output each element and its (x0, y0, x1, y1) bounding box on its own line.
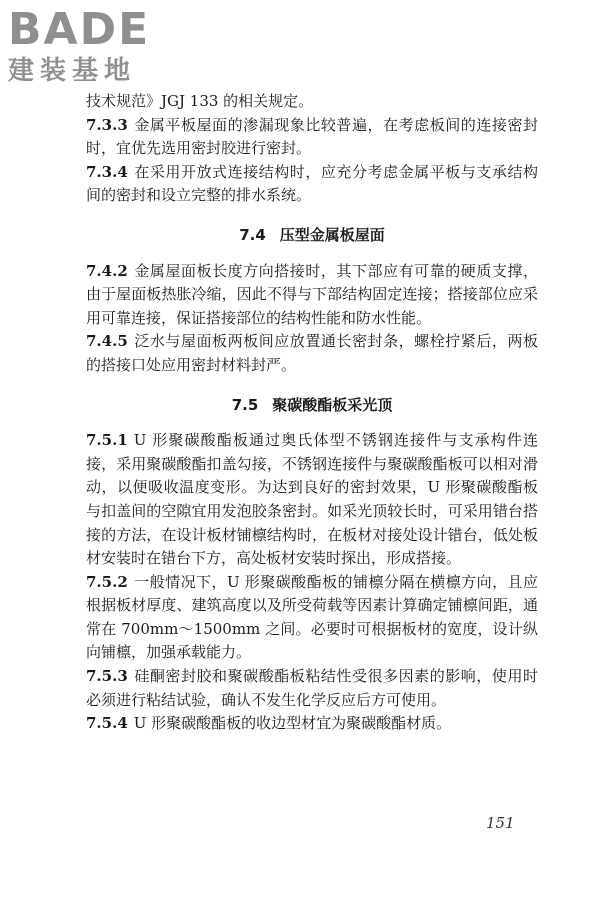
page-number: 151 (486, 814, 515, 832)
clause-7-3-4 (86, 161, 538, 208)
section-title-text: 聚碳酸酯板采光顶 (272, 395, 393, 414)
clause-number: 7.3.4 (86, 162, 128, 181)
section-title-text: 压型金属板屋面 (279, 225, 385, 244)
paragraph-continuation (86, 90, 538, 114)
section-heading-7-4 (86, 224, 538, 248)
clause-7-4-2 (86, 260, 538, 331)
watermark-brand-cn: 建装基地 (8, 56, 137, 86)
section-number: 7.5 (231, 395, 259, 414)
clause-number: 7.5.1 (86, 431, 128, 450)
watermark-brand-en: BADE (8, 4, 151, 55)
clause-number: 7.5.2 (86, 572, 128, 591)
clause-number: 7.4.2 (86, 261, 128, 280)
clause-7-5-3 (86, 665, 538, 712)
clause-number: 7.4.5 (86, 332, 128, 351)
clause-number: 7.3.3 (86, 115, 128, 134)
clause-text: 一般情况下，U 形聚碳酸酯板的铺檩分隔在横檩方向，且应根据板材厚度、建筑高度以及所受荷载等因素计算确定铺檩间距，通常在 700mm～1500mm 之间。必要时可根据板材的宽度，设计纵向铺檩，加强承载能力。 (86, 572, 538, 662)
clause-7-5-2 (86, 571, 538, 665)
section-heading-7-5 (86, 394, 538, 418)
clause-7-5-1 (86, 429, 538, 571)
clause-text: 泛水与屋面板两板间应放置通长密封条，螺栓拧紧后，两板的搭接口处应用密封材料封严。 (86, 332, 538, 374)
clause-text: 硅酮密封胶和聚碳酸酯板粘结性受很多因素的影响，使用时必须进行粘结试验，确认不发生化学反应后方可使用。 (86, 667, 538, 709)
clause-text: U 形聚碳酸酯板通过奥氏体型不锈钢连接件与支承构件连接，采用聚碳酸酯扣盖勾接，不锈钢连接件与聚碳酸酯板可以相对滑动，以便吸收温度变形。为达到良好的密封效果，U 形聚碳酸酯板与扣盖间的空隙宜用发泡胶条密封。如采光顶较长时，可采用错台搭接的方法，在设计板材铺檩结构时，在板材对接处设计错台，低处板材安装时在错台下方，高处板材安装时探出，形成搭接。 (86, 431, 538, 568)
paragraph-text: 技术规范》JGJ 133 的相关规定。 (86, 92, 314, 110)
section-number: 7.4 (239, 225, 266, 244)
clause-7-4-5 (86, 330, 538, 377)
clause-text: 金属平板屋面的渗漏现象比较普遍，在考虑板间的连接密封时，宜优先选用密封胶进行密封。 (86, 115, 538, 158)
clause-text: U 形聚碳酸酯板的收边型材宜为聚碳酸酯材质。 (133, 714, 452, 733)
clause-number: 7.5.3 (86, 667, 128, 686)
clause-text: 金属屋面板长度方向搭接时，其下部应有可靠的硬质支撑，由于屋面板热胀冷缩，因此不得与下部结构固定连接；搭接部位应采用可靠连接，保证搭接部位的结构性能和防水性能。 (86, 261, 538, 327)
bade-watermark-logo (8, 6, 178, 86)
clause-7-5-4 (86, 712, 538, 736)
document-body (86, 90, 538, 736)
clause-text: 在采用开放式连接结构时，应充分考虑金属平板与支承结构间的密封和设立完整的排水系统。 (86, 162, 538, 205)
clause-number: 7.5.4 (86, 714, 128, 733)
clause-7-3-3 (86, 114, 538, 161)
